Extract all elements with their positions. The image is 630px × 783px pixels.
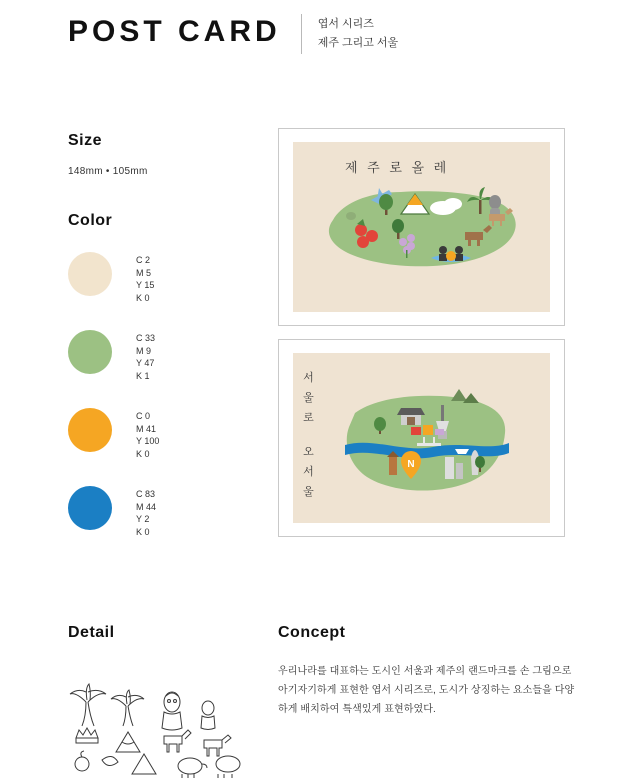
color-values	[136, 408, 159, 460]
rock-icon	[346, 212, 356, 220]
cmyk-y: Y 15	[136, 280, 155, 290]
leaf-sketch-icon	[102, 756, 118, 765]
postcard-seoul-title-col1: 서울로	[303, 372, 315, 424]
svg-text:N: N	[407, 459, 415, 470]
size-section	[68, 132, 148, 177]
cmyk-m: M 5	[136, 267, 152, 278]
detail-sketch-grid	[68, 660, 248, 778]
size-section-title: Size	[68, 132, 103, 149]
volcano-sketch-icon	[116, 732, 140, 752]
cmyk-k: K 1	[136, 370, 150, 381]
gyeongbokgung-icon	[397, 408, 425, 425]
color-values	[136, 252, 154, 304]
mountain-icon	[451, 389, 467, 401]
color-swatch-row	[68, 330, 159, 408]
cmyk-y: Y 2	[136, 514, 150, 524]
color-values	[136, 330, 155, 382]
color-values	[136, 486, 156, 538]
tangerine-sketch-icon	[75, 751, 89, 771]
color-swatch-orange	[68, 408, 112, 452]
cmyk-c: C 0	[136, 411, 151, 421]
detail-section	[68, 624, 248, 778]
mountain-sketch-icon	[132, 754, 156, 774]
cmyk-k: K 0	[136, 292, 150, 303]
postcard-seoul-title-col2: 오서울	[303, 446, 315, 498]
color-section	[68, 212, 159, 564]
postcard-jeju-title: 제 주 로 올 레	[345, 160, 450, 175]
color-swatch-blue	[68, 486, 112, 530]
figure-sketch-icon	[201, 701, 215, 730]
mountain-icon	[463, 393, 479, 403]
boar-sketch-icon	[216, 756, 240, 778]
page-title: POST CARD	[68, 15, 281, 48]
crown-sketch-icon	[76, 728, 98, 743]
page-header	[68, 12, 398, 54]
palm-tree-sketch-icon	[70, 684, 106, 726]
header-subtitle-line1: 엽서 시리즈	[317, 18, 374, 30]
color-swatch-cream	[68, 252, 112, 296]
color-swatch-list	[68, 252, 159, 564]
color-swatch-row	[68, 252, 159, 330]
postcard-seoul	[278, 339, 565, 537]
cmyk-y: Y 100	[136, 436, 160, 446]
color-section-title: Color	[68, 212, 113, 229]
postcard-seoul-title-gap	[301, 428, 317, 442]
horse-sketch-icon	[164, 730, 191, 752]
cmyk-m: M 9	[136, 345, 152, 356]
cmyk-m: M 41	[136, 423, 157, 434]
pig-sketch-icon	[178, 758, 207, 778]
cmyk-c: C 33	[136, 333, 156, 343]
concept-section	[278, 624, 578, 719]
cmyk-c: C 2	[136, 255, 151, 265]
palm-tree-sketch-icon	[111, 690, 144, 726]
postcard-seoul-artwork	[293, 353, 550, 523]
cmyk-c: C 83	[136, 489, 156, 499]
horse-sketch-icon	[204, 735, 231, 756]
header-divider	[301, 14, 302, 54]
cmyk-m: M 44	[136, 501, 157, 512]
color-swatch-row	[68, 486, 159, 564]
cmyk-k: K 0	[136, 526, 150, 537]
seoul-illustration	[293, 353, 550, 523]
postcard-seoul-title	[301, 368, 317, 502]
detail-line-art	[68, 660, 248, 778]
header-subtitle-line2: 제주 그리고 서울	[317, 37, 399, 49]
size-value: 148mm • 105mm	[68, 166, 148, 177]
cmyk-y: Y 47	[136, 358, 155, 368]
cloud-icon	[444, 198, 462, 210]
dolhareubang-sketch-icon	[162, 692, 182, 730]
detail-section-title: Detail	[68, 624, 115, 641]
color-swatch-green	[68, 330, 112, 374]
concept-section-title: Concept	[278, 624, 346, 641]
cmyk-k: K 0	[136, 448, 150, 459]
header-subtitle	[318, 12, 399, 53]
color-swatch-row	[68, 408, 159, 486]
postcard-jeju	[278, 128, 565, 326]
concept-body-text: 우리나라를 대표하는 도시인 서울과 제주의 랜드마크를 손 그림으로 아기자기하게 표현한 엽서 시리즈로, 도시가 상징하는 요소들을 다양하게 배치하여 특색있게 표현하였다.	[278, 666, 575, 715]
postcard-previews	[278, 128, 565, 537]
